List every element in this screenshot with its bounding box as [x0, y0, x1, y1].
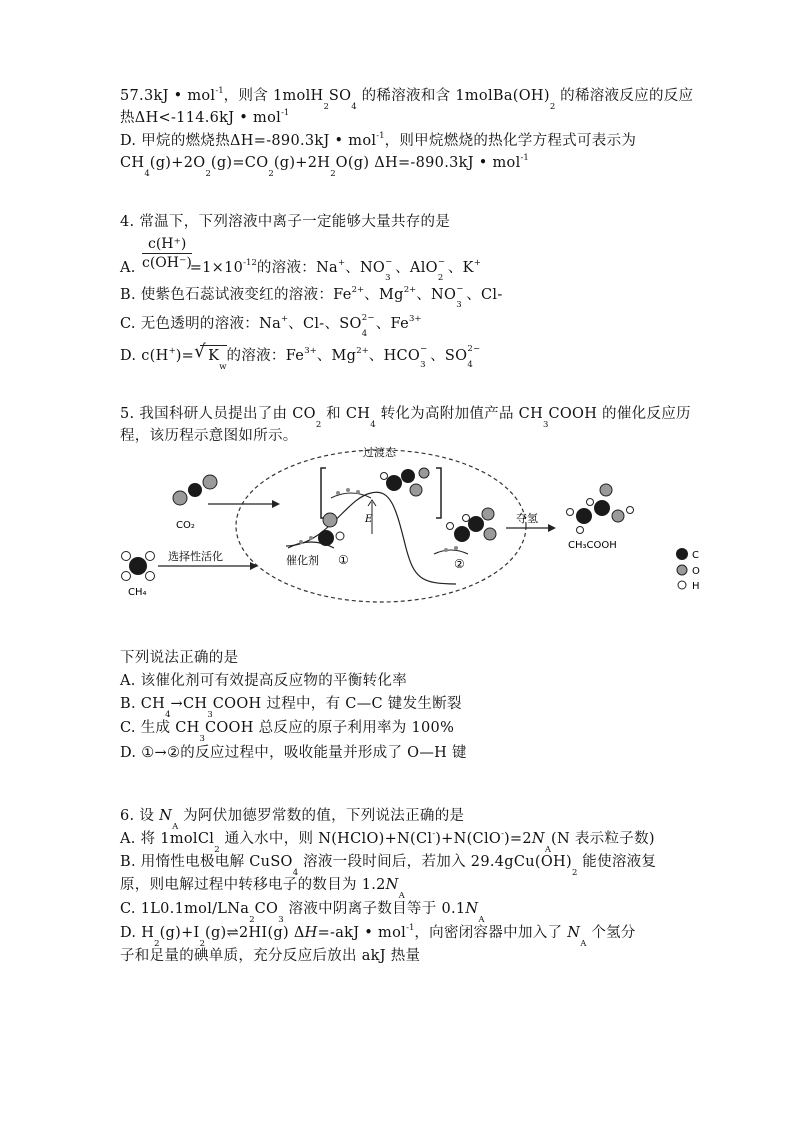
acetic-o-atom: [612, 510, 624, 522]
step-1-label: ①: [338, 553, 349, 567]
ts-catalyst-atom: [336, 491, 340, 495]
ch4-h-atom: [146, 572, 155, 581]
dehydro-arrowhead: [548, 524, 556, 532]
ts-catalyst-atom: [346, 488, 350, 492]
q5-stem-line-1: 5. 我国科研人员提出了由 $CO_2$ 和 $CH_4$ 转化为高附加值产品 $CH_3COOH$ 的催化反应历: [120, 406, 691, 430]
atom-legend: [676, 548, 700, 592]
legend-o-label: O: [692, 566, 700, 577]
product-o-atom: [482, 508, 494, 520]
catalyst-atom: [309, 536, 313, 540]
ts-o-atom: [410, 484, 422, 496]
legend-h-dot: [678, 581, 686, 589]
q5-option-b: B. $CH_4\to CH_3COOH$ 过程中，有 C—C 键发生断裂: [120, 696, 462, 720]
product-h-atom: [447, 523, 454, 530]
acetic-h-atom: [627, 507, 634, 514]
q4-option-d: D. c(H+)= √ $K_w$的溶液：$Fe^{3+}$、$Mg^{2+}$、HCO − 3 、SO 2− 4: [120, 341, 481, 372]
q5-ask: 下列说法正确的是: [120, 650, 239, 666]
ts-catalyst-atom: [356, 490, 360, 494]
q3-equation: $CH_4(g)+2O_2(g)=CO_2(g)+2H_2O(g)$ ΔH=-890.3kJ • mol$^{-1}$: [120, 153, 529, 179]
q4-option-a: A. $=1\times 10^{-12}$的溶液：Na+、NO − 3 、AlO − 2 、K+: [120, 257, 481, 283]
ch4-h-atom: [122, 572, 131, 581]
intermediate-o-atom: [323, 513, 337, 527]
product-o-atom: [484, 528, 496, 540]
catalyst-atom: [454, 546, 458, 550]
catalyst-atom: [299, 540, 303, 544]
right-bracket: [436, 468, 441, 518]
q5-stem-line-2: 程，该历程示意图如所示。: [120, 428, 298, 444]
q3-line-2: 热ΔH<-114.6kJ • mol$^{-1}$: [120, 108, 290, 126]
ch4-c-atom: [129, 557, 147, 575]
co2-c-atom: [188, 483, 202, 497]
fraction-numerator: c(H⁺): [148, 236, 187, 252]
q4-stem: 4. 常温下，下列溶液中离子一定能够大量共存的是: [120, 214, 451, 230]
acetic-h-atom: [567, 509, 574, 516]
legend-h-label: H: [692, 581, 700, 592]
ch4-label: CH₄: [128, 587, 147, 598]
co2-o-atom: [173, 491, 187, 505]
co2-label: CO₂: [176, 520, 195, 531]
acetic-o-atom: [600, 484, 612, 496]
intermediate-h-atom: [336, 532, 344, 540]
fraction-denominator: c(OH⁻): [142, 255, 192, 271]
product-c-atom: [454, 526, 470, 542]
fraction-bar: [142, 253, 192, 254]
q5-option-a: A. 该催化剂可有效提高反应物的平衡转化率: [120, 673, 407, 689]
legend-o-dot: [677, 565, 687, 575]
activation-arrowhead: [250, 562, 258, 570]
acetic-c-atom: [576, 508, 592, 524]
ch4-h-atom: [146, 552, 155, 561]
q6-option-a: A. 将 1molCl$_2$ 通入水中，则 $N(HClO)+N(Cl^-)+N(ClO^-)=2N_A(N$ 表示粒子数): [120, 829, 655, 855]
q6-option-c: C. $1L0.1mol/LNa_2CO_3$ 溶液中阴离子数目等于 $0.1N_A$: [120, 901, 485, 925]
product-label: CH₃COOH: [568, 540, 617, 551]
q4-option-b: B. 使紫色石蕊试液变红的溶液：$Fe^{2+}$、$Mg^{2+}$、NO − 3 、Cl-: [120, 284, 503, 310]
product-h-atom: [463, 515, 470, 522]
q6-stem: 6. 设 $N_A$ 为阿伏加德罗常数的值，下列说法正确的是: [120, 808, 465, 832]
catalyst-atom: [444, 548, 448, 552]
q6-option-d-cont: 子和足量的碘单质，充分反应后放出 akJ 热量: [120, 948, 421, 964]
q4-option-c: C. 无色透明的溶液：Na+、Cl-、SO 2− 4 、$Fe^{3+}$: [120, 313, 422, 339]
left-bracket: [321, 468, 326, 518]
ts-o-atom: [419, 468, 429, 478]
q6-option-b-cont: 原，则电解过程中转移电子的数目为 $1.2N_A$: [120, 877, 405, 901]
q6-option-d: D. $H_2(g)+I_2(g)\rightleftharpoons 2HI(g)$ ΔH=-akJ • mol$^{-1}$，向密闭容器中加入了 $N_A$ 个氢分: [120, 923, 636, 949]
q3-option-d: D. 甲烷的燃烧热ΔH=-890.3kJ • mol$^{-1}$，则甲烷燃烧的热化学方程式可表示为: [120, 131, 637, 149]
q3-line-1: 57.3kJ • mol$^{-1}$，则含 $1molH_2SO_4$ 的稀溶液和含 $1molBa(OH)_2$ 的稀溶液反应的反应: [120, 86, 694, 112]
intermediate-c-atom: [318, 530, 334, 546]
co2-arrowhead: [272, 500, 280, 508]
sqrt-symbol: √ $K_w$: [194, 341, 227, 372]
catalyst-label: 催化剂: [286, 554, 319, 567]
energy-label: E: [365, 514, 373, 525]
acetic-c-atom: [594, 500, 610, 516]
ts-c-atom: [401, 469, 415, 483]
equilibrium-arrow: ⇌: [226, 925, 239, 941]
q5-option-c: C. 生成 $CH_3COOH$ 总反应的原子利用率为 100%: [120, 720, 455, 744]
catalyst-surface-2: [434, 550, 468, 554]
co2-o-atom: [203, 475, 217, 489]
activation-label: 选择性活化: [168, 550, 223, 563]
acetic-h-atom: [577, 527, 584, 534]
legend-c-dot: [676, 548, 688, 560]
legend-c-label: C: [692, 550, 699, 561]
transition-state-label: 过渡态: [363, 446, 396, 459]
ts-h-atom: [381, 473, 388, 480]
q5-option-d: D. ①→②的反应过程中，吸收能量并形成了 O—H 键: [120, 745, 467, 761]
dehydro-label: 夺氢: [516, 512, 538, 525]
product-c-atom: [468, 516, 484, 532]
ts-c-atom: [386, 475, 402, 491]
reaction-mechanism-diagram: [116, 438, 716, 604]
q6-option-b: B. 用惰性电极电解 CuSO$_4$ 溶液一段时间后，若加入 $29.4gCu(OH)_2$ 能使溶液复: [120, 854, 657, 878]
ch4-h-atom: [122, 552, 131, 561]
acetic-h-atom: [587, 499, 594, 506]
step-2-label: ②: [454, 557, 465, 571]
